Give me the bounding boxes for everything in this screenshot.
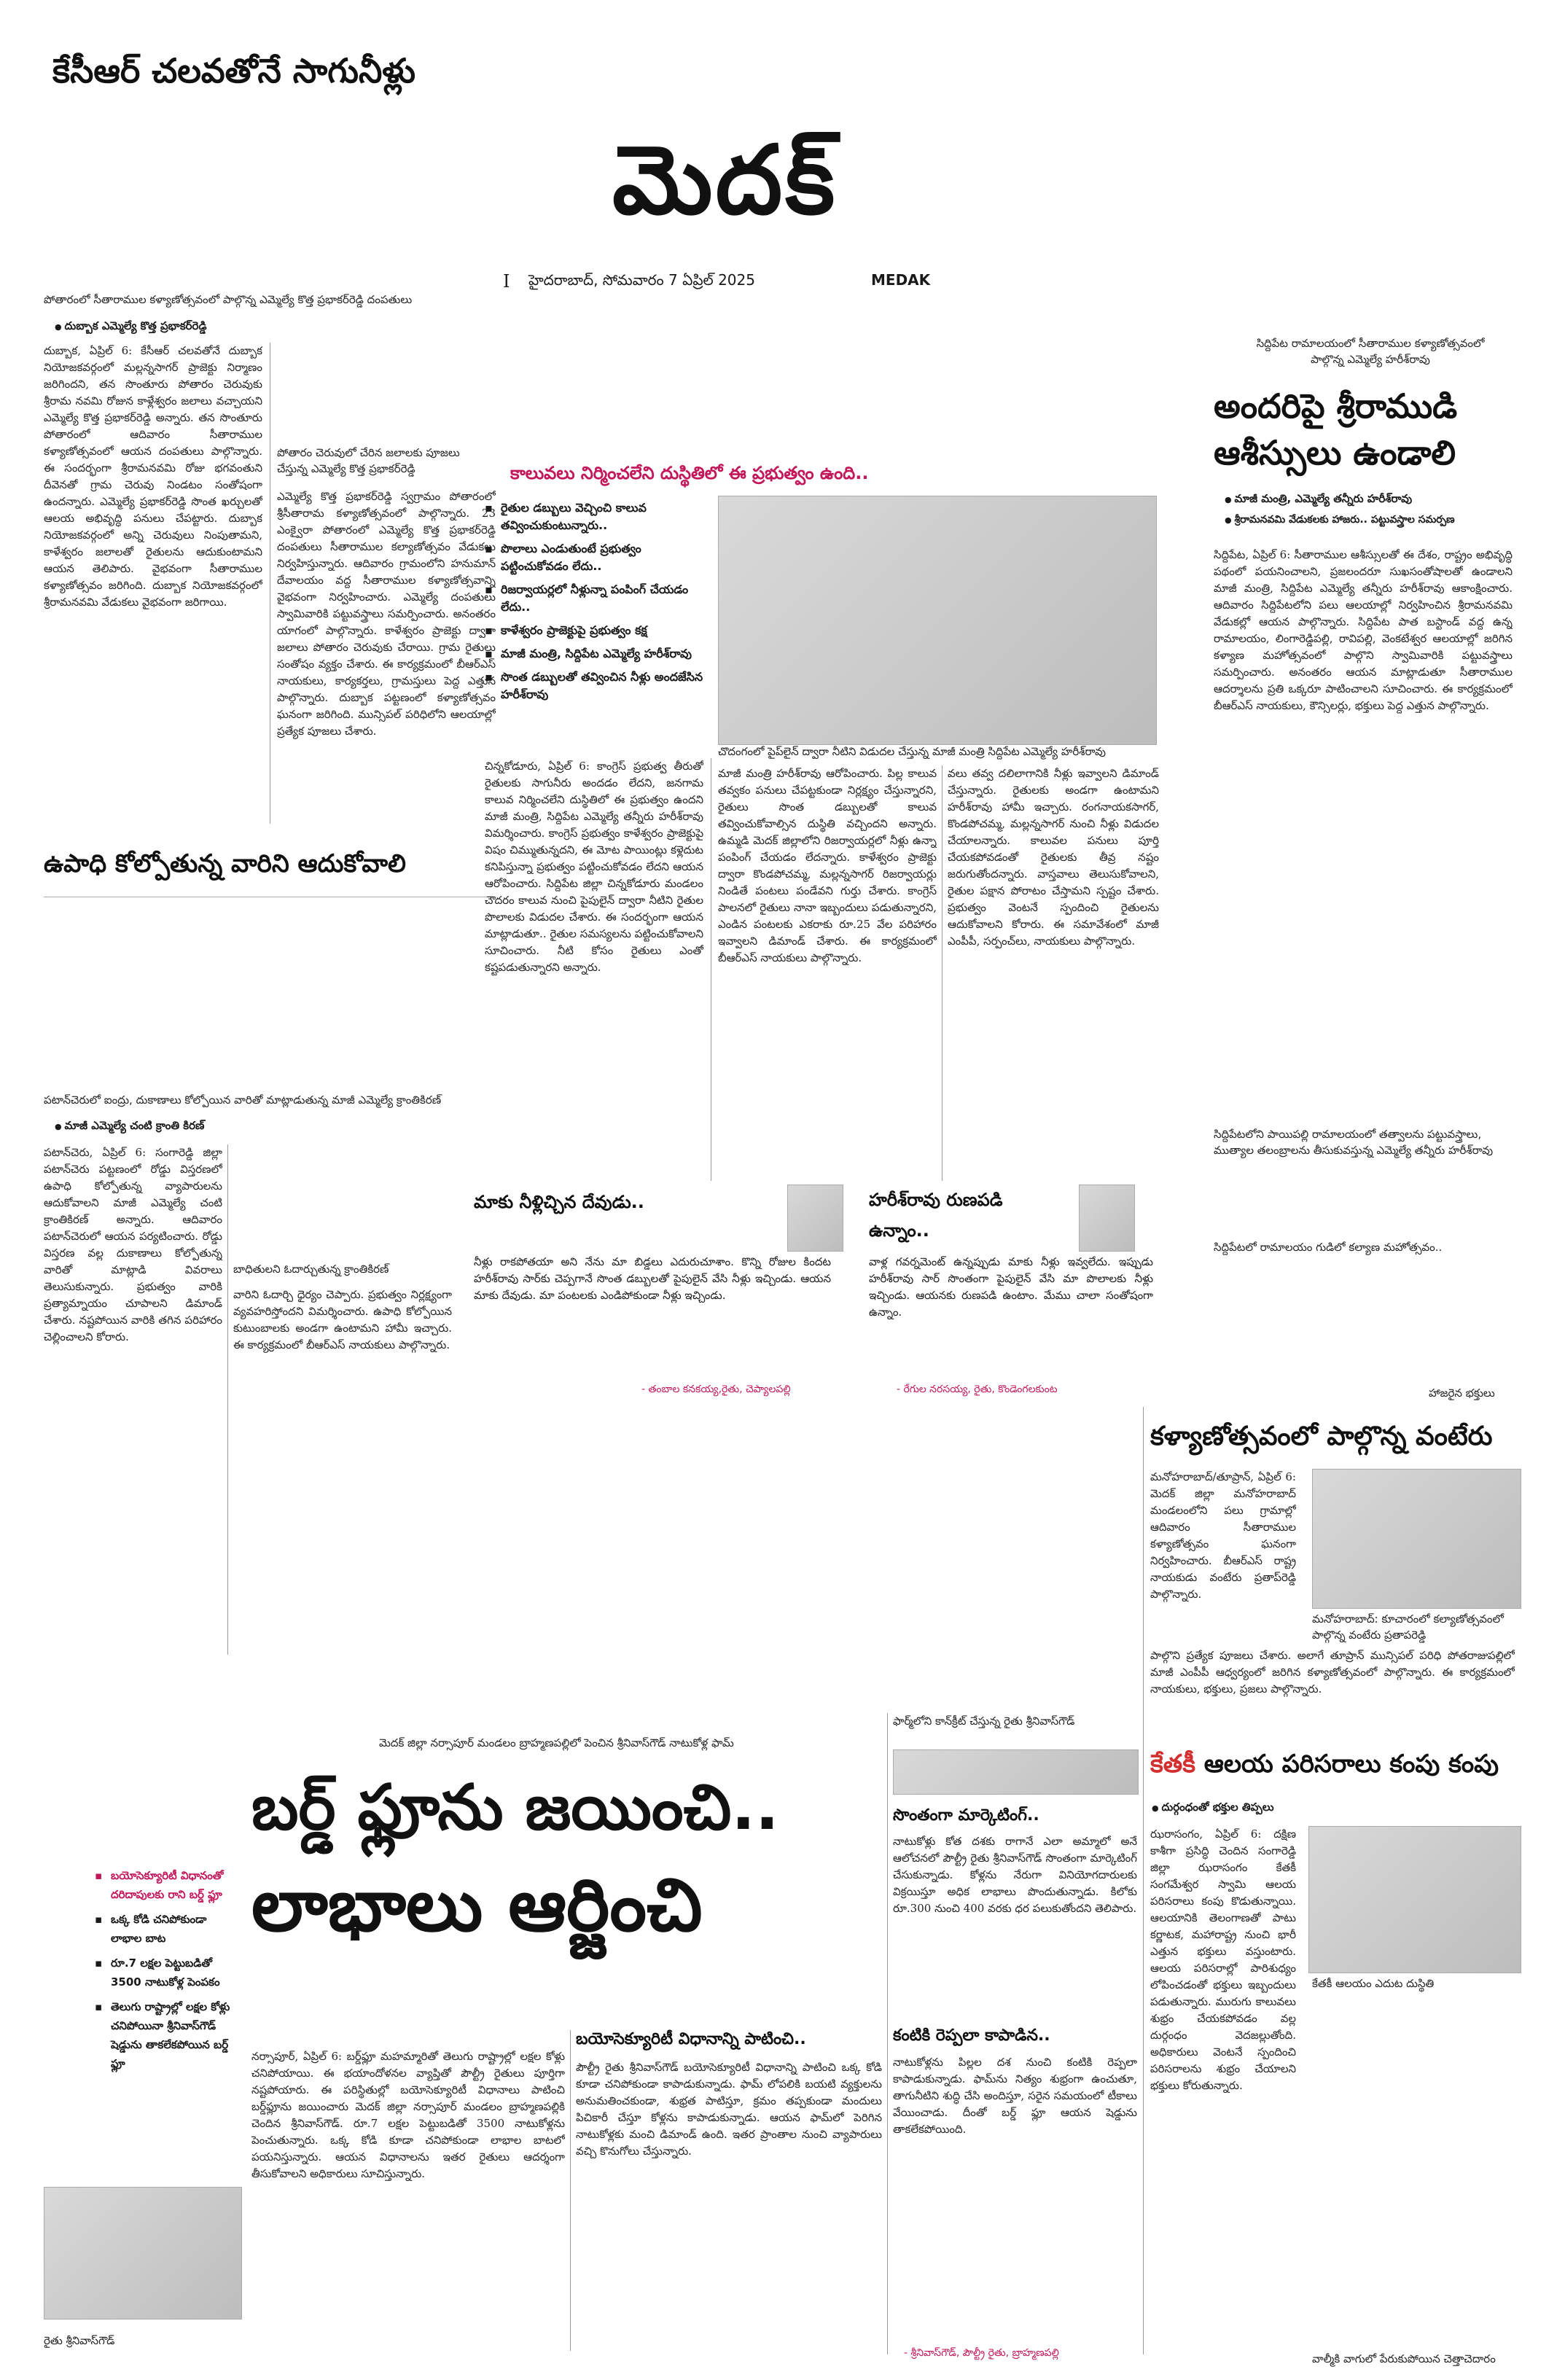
upadhi-caption: పటాన్‌చెరులో ఐంద్రు, దుకాణాలు కోల్పోయిన వారితో మాట్లాడుతున్న మాజీ ఎమ్మెల్యే క్రాంతికిరణ్ <box>44 1093 442 1107</box>
story1-byline: ● దుబ్బాక ఎమ్మెల్యే కొత్త ప్రభాకర్‌రెడ్డి <box>55 319 207 335</box>
bird-sub-title: బయోసెక్యూరిటీ విధానాన్ని పాటించి.. <box>576 2030 806 2048</box>
ketaki-caption: కేతకీ ఆలయం ఎదుట దుస్థితి <box>1312 1977 1435 1990</box>
bird-bullet: ▪ బయోసెక్యూరిటీ విధానంతో దరిదాపులకు రాని బర్డ్ ఫ్లూ <box>95 1866 241 1904</box>
bird-bullet: ▪ ఒక్క కోడి చనిపోకుండా లాభాల బాట <box>95 1910 241 1948</box>
quote2-photo <box>1079 1185 1135 1252</box>
center-col2: మాజీ మంత్రి హరీశ్‌రావు ఆరోపించారు. పిల్ల కాలువ తవ్వకం పనులు చేపట్టకుండా నిర్లక్ష్యం చేస్తున్నారని, రైతులు సొంత డబ్బులతో కాలువ తవ్వించుకోవాల్సిన దుస్థితి వచ్చిందని అన్నారు. ఉమ్మడి మెదక్ జిల్లాలోని రిజర్వాయర్లలో నీళ్లు ఉన్నా పంపింగ్ చేయడం లేదన్నారు. కాళేశ్వరం ప్రాజెక్టు ద్వారా కొండపోచమ్మ, మల్లన్నసాగర్ రిజర్వాయర్లు నిండితే పంటలు పండేవని గుర్తు చేశారు. కాంగ్రెస్ పాలనలో రైతులు నానా ఇబ్బందులు పడుతున్నారని, ఎండిన పంటలకు ఎకరాకు రూ.25 వేల పరిహారం ఇవ్వాలని డిమాండ్ చేశారు. ఈ కార్యక్రమంలో బీఆర్‌ఎస్ నాయకులు పాల్గొన్నారు. <box>718 767 937 964</box>
right-caption3: సిద్దిపేటలో రామాలయం గుడిలో కల్యాణ మహోత్సవం.. <box>1214 1241 1443 1254</box>
ketaki-byline: ● దుర్గంధంతో భక్తుల తిప్పలు <box>1152 1800 1274 1817</box>
bird-kicker: మెదక్ జిల్లా నర్సాపూర్ మండలం బ్రాహ్మణపల్లిలో పెంచిన శ్రీనివాస్‌గౌడ్ నాటుకోళ్ల ఫామ్ <box>379 1736 734 1749</box>
center-photo <box>718 496 1157 745</box>
right-headline: అందరిపై శ్రీరాముడి ఆశీస్సులు ఉండాలి <box>1214 386 1458 472</box>
ketaki-headline-prefix: కేతకీ <box>1150 1749 1195 1779</box>
bird-col1: నర్సాపూర్, ఏప్రిల్ 6: బర్డ్‌ఫ్లూ మహమ్మారితో తెలుగు రాష్ట్రాల్లో లక్షల కోళ్లు చనిపోయాయి. ఈ భయాందోళనల వ్యాప్తితో పౌల్ట్రీ రైతులు పూర్తిగా నష్టపోయారు. ఈ పరిస్థితుల్లో బయోసెక్యూరిటీ విధానాలు పాటించి బర్డ్‌ఫ్లూను జయించారు మెదక్ జిల్లా నర్సాపూర్ మండలం బ్రాహ్మణపల్లికి చెందిన శ్రీనివాస్‌గౌడ్. రూ.7 లక్షల పెట్టుబడితో 3500 నాటుకోళ్లను పెంచుతున్నారు. ఒక్క కోడి కూడా చనిపోకుండా లాభాల బాటలో పయనిస్తున్నారు. ఆయన విధానాలను ఇతర రైతులు ఆదర్శంగా తీసుకోవాలని అధికారులు సూచిస్తున్నారు. <box>251 2050 565 2180</box>
kalyanam-col1: మనోహరాబాద్/తూప్రాన్, ఏప్రిల్ 6: మెదక్ జిల్లా మనోహరాబాద్ మండలంలోని పలు గ్రామాల్లో ఆదివారం సీతారాముల కళ్యాణోత్సవం ఘనంగా నిర్వహించారు. బీఆర్‌ఎస్ రాష్ట్ర నాయకుడు వంటేరు ప్రతాప్‌రెడ్డి పాల్గొన్నారు. <box>1150 1470 1296 1601</box>
upadhi-sub-caption: బాధితులని ఓదార్చుతున్న క్రాంతికిరణ్ <box>233 1263 389 1276</box>
bird-sub-title-2: సొంతంగా మార్కెటింగ్.. <box>893 1806 1039 1825</box>
bird-headline-1: బర్డ్ ఫ్లూను జయించి.. <box>251 1771 779 1844</box>
quote1-title: మాకు నీళ్లిచ్చిన దేవుడు.. <box>474 1192 644 1212</box>
center-kicker: కాలువలు నిర్మించలేని దుస్థితిలో ఈ ప్రభుత్వం ఉంది.. <box>510 463 869 483</box>
quote1-credit: - తంబాల కనకయ్య,రైతు, చెప్యాలపల్లి <box>641 1384 791 1395</box>
bird-col4: నాటుకోళ్లను పిల్లల దశ నుంచి కంటికి రెప్పలా కాపాడుకున్నాడు. ఫామ్‌ను నిత్యం శుభ్రంగా ఉంచుతూ, తాగునీటిని శుద్ధి చేసి అందిస్తూ, సరైన సమయంలో టీకాలు వేయించాడు. దీంతో బర్డ్ ఫ్లూ ఆయన షెడ్డును తాకలేకపోయింది. <box>893 2056 1137 2136</box>
ketaki-photo <box>1308 1826 1521 1973</box>
quote1-photo <box>787 1185 843 1252</box>
bird-photo-farmer <box>44 2187 242 2319</box>
upadhi-headline: ఉపాధి కోల్పోతున్న వారిని ఆదుకోవాలి <box>44 849 406 878</box>
upadhi-col2: వారిని ఓదార్చి ధైర్యం చెప్పారు. ప్రభుత్వం నిర్లక్ష్యంగా వ్యవహరిస్తోందని విమర్శించారు. ఉపాధి కోల్పోయిన కుటుంబాలకు అండగా ఉంటామని హామీ ఇచ్చారు. ఈ కార్యక్రమంలో బీఆర్‌ఎస్ నాయకులు పాల్గొన్నారు. <box>233 1288 452 1351</box>
ketaki-footer-caption: వాల్మీకి వాగులో పేరుకుపోయిన చెత్తాచెదారం <box>1312 2352 1496 2365</box>
quote2-title: హరీశ్‌రావు రుణపడి ఉన్నాం.. <box>869 1190 1003 1241</box>
right-caption2: సిద్దిపేటలోని పాయిపల్లి రామాలయంలో తత్వాలను పట్టువస్త్రాలు, ముత్యాల తలంబ్రాలను తీసుకువస్తున్న ఎమ్మెల్యే తన్నీరు హరీశ్‌రావు <box>1214 1128 1494 1157</box>
bird-bullet: ▪ తెలుగు రాష్ట్రాల్లో లక్షల కోళ్లు చనిపోయినా శ్రీనివాస్‌గౌడ్ షెడ్డును తాకలేకపోయిన బర్డ్ ఫ్లూ <box>95 1997 241 2073</box>
bird-photo-farm <box>893 1749 1139 1795</box>
center-col1: చిన్నకోడూరు, ఏప్రిల్ 6: కాంగ్రెస్ ప్రభుత్వ తీరుతో రైతులకు సాగునీరు అందడం లేదని, జనగామ కాలువ నిర్మించలేని దుస్థితిలో ఈ ప్రభుత్వం ఉందని మాజీ మంత్రి, సిద్దిపేట ఎమ్మెల్యే తన్నీరు హరీశ్‌రావు విమర్శించారు. కాంగ్రెస్ ప్రభుత్వం కాళేశ్వరం ప్రాజెక్టుపై విషం చిమ్ముతున్నదని, ఈ మోట పాయింట్లు కళ్లెదుట కనిపిస్తున్నా ప్రభుత్వం పట్టించుకోవడం లేదని ఆయన ఆరోపించారు. సిద్దిపేట జిల్లా చిన్నకోడూరు మండలం చౌదరం కాలువ నుంచి పైపులైన్ ద్వారా నీటిని రైతుల పొలాలకు విడుదల చేశారు. ఈ సందర్భంగా ఆయన మాట్లాడుతూ.. రైతుల సమస్యలను పట్టించుకోవాలని సూచించారు. నీటి కోసం రైతులు ఎంతో కష్టపడుతున్నారని అన్నారు. <box>485 760 703 974</box>
right-byline-1: ● మాజీ మంత్రి, ఎమ్మెల్యే తన్నీరు హరీశ్‌రావు <box>1225 492 1412 508</box>
right-photo-caption: సిద్దిపేట రామాలయంలో సీతారాముల కళ్యాణోత్సవంలో పాల్గొన్న ఎమ్మెల్యే హరీశ్‌రావు <box>1256 337 1485 366</box>
upadhi-byline: ● మాజీ ఎమ్మెల్యే చంటి క్రాంతి కిరణ్ <box>55 1119 204 1135</box>
kalyanam-photo <box>1312 1469 1521 1609</box>
edition-label: MEDAK <box>871 271 931 289</box>
bird-photo-caption: రైతు శ్రీనివాస్‌గౌడ్ <box>44 2334 115 2347</box>
ketaki-headline-rest: ఆలయ పరిసరాలు కంపు కంపు <box>1195 1749 1499 1779</box>
bird-col3: నాటుకోళ్లు కోత దశకు రాగానే ఎలా అమ్మాలో అనే ఆలోచనలో పౌల్ట్రీ రైతు శ్రీనివాస్‌గౌడ్ సొంతంగా మార్కెటింగ్ చేసుకున్నాడు. కోళ్లను నేరుగా వినియోగదారులకు విక్రయిస్తూ అధిక లాభాలు పొందుతున్నాడు. కిలోకు రూ.300 నుంచి 400 వరకు ధర పలుకుతోందని తెలిపారు. <box>893 1835 1137 1915</box>
bird-side-bullets <box>95 1866 241 2079</box>
right-caption4: హాజరైన భక్తులు <box>1429 1386 1495 1400</box>
right-byline-2: ● శ్రీరామనవమి వేడుకలకు హాజరు.. పట్టువస్త్రాల సమర్పణ <box>1225 514 1455 528</box>
center-bullet: ▪ రిజర్వాయర్లలో నీళ్లున్నా పంపింగ్ చేయడం లేదు.. <box>485 581 703 616</box>
kalyanam-col2: పాల్గొని ప్రత్యేక పూజలు చేశారు. అలాగే తూప్రాన్ మున్సిపల్ పరిధి పోతరాజుపల్లిలో మాజీ ఎంపీపీ ఆధ్వర్యంలో జరిగిన కళ్యాణోత్సవంలో పాల్గొన్నారు. ఈ కార్యక్రమంలో నాయకులు, భక్తులు, ప్రజలు పాల్గొన్నారు. <box>1150 1649 1515 1696</box>
bird-photo-caption-2: ఫార్మ్‌లోని కాన్‌క్రీట్ చేస్తున్న రైతు శ్రీనివాస్‌గౌడ్ <box>893 1714 1075 1728</box>
kalyanam-sub-caption: మనోహరాబాద్: కూచారంలో కల్యాణోత్సవంలో పాల్గొన్న వంటేరు ప్రతాపరెడ్డి <box>1312 1612 1504 1642</box>
story1-photo-caption: పోతారంలో సీతారాముల కళ్యాణోత్సవంలో పాల్గొన్న ఎమ్మెల్యే కొత్త ప్రభాకర్‌రెడ్డి దంపతులు <box>44 293 413 306</box>
bird-bullet: ▪ రూ.7 లక్షల పెట్టుబడితో 3500 నాటుకోళ్ల పెంపకం <box>95 1954 241 1991</box>
center-bullet: ▪ కాళేశ్వరం ప్రాజెక్టుపై ప్రభుత్వం కక్ష <box>485 622 703 639</box>
bird-col2: పౌల్ట్రీ రైతు శ్రీనివాస్‌గౌడ్ బయోసెక్యూరిటీ విధానాన్ని పాటించి ఒక్క కోడి కూడా చనిపోకుండా కాపాడుకున్నాడు. ఫామ్ లోపలికి బయటి వ్యక్తులను అనుమతించకుండా, శుభ్రత పాటిస్తూ, క్రమం తప్పకుండా మందులు పిచికారీ చేస్తూ కోళ్లను కాపాడుకున్నాడు. ఆయన ఫామ్‌లో పెరిగిన నాటుకోళ్లకు మంచి డిమాండ్ ఉంది. ఇతర ప్రాంతాల నుంచి వ్యాపారులు వచ్చి కొనుగోలు చేస్తున్నారు. <box>576 2061 882 2158</box>
story1-col1: దుబ్బాక, ఏప్రిల్ 6: కేసీఆర్ చలవతోనే దుబ్బాక నియోజకవర్గంలో మల్లన్నసాగర్ ప్రాజెక్టు నిర్మాణం జరిగిందని, తన సొంతూరు పోతారం చెరువుకు శ్రీరామ నవమి రోజున కాళ్లేశ్వరం జలాలు వచ్చాయని ఎమ్మెల్యే కొత్త ప్రభాకర్‌రెడ్డి అన్నారు. తన సొంతూరు పోతారంలో ఆదివారం సీతారాముల కళ్యాణోత్సవంలో ఆయన దంపతులు పాల్గొన్నారు. ఈ సందర్భంగా శ్రీరామనవమి రోజు భగవంతుని దీవెనతో గ్రామ చెరువు నిండటం సంతోషంగా ఉందన్నారు. ఎమ్మెల్యే ప్రభాకర్‌రెడ్డి సొంత ఖర్చులతో ఆలయ అభివృద్ధి పనులు చేపట్టారు. దుబ్బాక నియోజకవర్గంలో అన్ని చెరువులు నింపుతామని, కాళేశ్వరం జలాలతో రైతులను ఆదుకుంటామని ఆయన తెలిపారు. వైభవంగా సీతారాముల కళ్యాణోత్సవం జరిగింది. దుబ్బాక నియోజకవర్గంలో శ్రీరామనవమి వేడుకలు వైభవంగా జరిగాయి. <box>44 344 262 609</box>
kalyanam-headline: కళ్యాణోత్సవంలో పాల్గొన్న వంటేరు <box>1150 1421 1493 1451</box>
center-bullet: ▪ రైతుల డబ్బులు వెచ్చించి కాలువ తవ్వించుకుంటున్నారు.. <box>485 499 703 534</box>
center-bullet: ▪ మాజీ మంత్రి, సిద్దిపేట ఎమ్మెల్యే హరీశ్‌రావు <box>485 645 703 663</box>
center-bullet: ▪ సొంత డబ్బులతో తవ్వించిన నీళ్లు అందజేసిన హరీశ్‌రావు <box>485 668 703 703</box>
top-banner: కేసీఆర్ చలవతోనే సాగునీళ్లు <box>52 51 416 90</box>
center-bullet: ▪ పొలాలు ఎండుతుంటే ప్రభుత్వం పట్టించుకోవడం లేదు.. <box>485 540 703 575</box>
story1-col2: ఎమ్మెల్యే కొత్త ప్రభాకర్‌రెడ్డి స్వగ్రామం పోతారంలో శ్రీసీతారామ కళ్యాణోత్సవంలో పాల్గొన్నారు. 23 ఎంక్వైరా పోతారంలో ఎమ్మెల్యే కొత్త ప్రభాకర్‌రెడ్డి దంపతులు సీతారాముల కల్యాణోత్సవం వేడుకలు నిర్వహిస్తున్నారు. ఆదివారం గ్రామంలోని హనుమాన్ దేవాలయం వద్ద సీతారాముల కళ్యాణోత్సవాన్ని వైభవంగా నిర్వహించారు. ఎమ్మెల్యే దంపతులు స్వామివారికి పట్టువస్త్రాలు సమర్పించారు. అనంతరం యాగంలో పాల్గొన్నారు. కాళేశ్వరం ప్రాజెక్టు ద్వారా జలాలు పోతారం చెరువుకు చేరాయి. గ్రామ రైతులు సంతోషం వ్యక్తం చేశారు. ఈ కార్యక్రమంలో బీఆర్‌ఎస్ నాయకులు, కార్యకర్తలు, గ్రామస్తులు పెద్ద ఎత్తున పాల్గొన్నారు. దుబ్బాక పట్టణంలో కళ్యాణోత్సవం ఘనంగా జరిగింది. మున్సిపల్ పరిధిలోని ఆలయాల్లో ప్రత్యేక పూజలు చేశారు. <box>277 490 496 738</box>
ketaki-body: ఝరాసంగం, ఏప్రిల్ 6: దక్షిణ కాశీగా ప్రసిద్ధి చెందిన సంగారెడ్డి జిల్లా ఝరాసంగం కేతకీ సంగమేశ్వర స్వామి ఆలయ పరిసరాలు కంపు కొడుతున్నాయి. ఆలయానికి తెలంగాణతో పాటు కర్ణాటక, మహారాష్ట్ర నుంచి భారీ ఎత్తున భక్తులు వస్తుంటారు. ఆలయ పరిసరాల్లో పారిశుధ్యం లోపించడంతో భక్తులు ఇబ్బందులు పడుతున్నారు. మురుగు కాలువలు శుభ్రం చేయకపోవడం వల్ల దుర్గంధం వెదజల్లుతోంది. అధికారులు వెంటనే స్పందించి పరిసరాలను శుభ్రం చేయాలని భక్తులు కోరుతున్నారు. <box>1150 1827 1296 2092</box>
upadhi-col1: పటాన్‌చెరు, ఏప్రిల్ 6: సంగారెడ్డి జిల్లా పటాన్‌చెరు పట్టణంలో రోడ్డు విస్తరణలో ఉపాధి కోల్పోతున్న వ్యాపారులను ఆదుకోవాలని మాజీ ఎమ్మెల్యే చంటి క్రాంతికిరణ్ అన్నారు. ఆదివారం పటాన్‌చెరులో ఆయన పర్యటించారు. రోడ్డు విస్తరణ వల్ల దుకాణాలు కోల్పోతున్న వారితో మాట్లాడి వివరాలు తెలుసుకున్నారు. ప్రభుత్వం వారికి ప్రత్యామ్నాయం చూపాలని డిమాండ్ చేశారు. నష్టపోయిన వారికి తగిన పరిహారం చెల్లించాలని కోరారు. <box>44 1146 222 1343</box>
bird-sub-title-3: కంటికి రెప్పలా కాపాడిన.. <box>893 2026 1050 2045</box>
bird-quote-credit: - శ్రీనివాస్‌గౌడ్, పౌల్ట్రీ రైతు, బ్రాహ్మణపల్లి <box>904 2347 1059 2359</box>
dateline-marker: I <box>503 271 510 292</box>
ketaki-headline <box>1150 1749 1499 1784</box>
masthead-title: మెదక్ <box>612 124 838 235</box>
center-col3: వలు తవ్వ దలిలాగానికి నీళ్లు ఇవ్వాలని డిమాండ్ చేస్తున్నారు. రైతులకు అండగా ఉంటామని హరీశ్‌రావు హామీ ఇచ్చారు. రంగనాయకసాగర్, కొండపోచమ్మ, మల్లన్నసాగర్ నుంచి నీళ్లు విడుదల చేయాలన్నారు. కాలువల పనులు పూర్తి చేయకపోవడంతో రైతులకు తీవ్ర నష్టం జరుగుతోందన్నారు. వాస్తవాలు తెలుసుకోవాలని, రైతుల పక్షాన పోరాటం చేస్తామని స్పష్టం చేశారు. ప్రభుత్వం వెంటనే స్పందించి రైతులను ఆదుకోవాలని కోరారు. ఈ సమావేశంలో మాజీ ఎంపీపీ, సర్పంచ్‌లు, నాయకులు పాల్గొన్నారు. <box>948 767 1159 948</box>
center-photo-caption: చొదంగంలో పైప్‌లైన్ ద్వారా నీటిని విడుదల చేస్తున్న మాజీ మంత్రి సిద్దిపేట ఎమ్మెల్యే హరీశ్‌రావు <box>718 745 1107 758</box>
quote1-text: నీళ్లు రాకపోతయా అని నేను మా బిడ్డలు ఎదురుచూశాం. కొన్ని రోజుల కిందట హరీశ్‌రావు సార్‌కు చెప్పగానే సొంత డబ్బులతో పైపులైన్ వేసి నీళ్లు ఇచ్చిండు. ఆయన మాకు దేవుడు. మా పంటలకు ఎండిపోకుండా నీళ్లు ఇచ్చిండు. <box>474 1255 831 1302</box>
bird-headline-2: లాభాలు ఆర్జించి <box>251 1862 703 1948</box>
story1-sub-caption: పోతారం చెరువులో చేరిన జలాలకు పూజలు చేస్తున్న ఎమ్మెల్యే కొత్త ప్రభాకర్‌రెడ్డి <box>277 446 460 475</box>
center-bullets <box>485 499 703 709</box>
dateline: హైదరాబాద్, సోమవారం 7 ఏప్రిల్ 2025 <box>528 271 755 289</box>
right-body: సిద్దిపేట, ఏప్రిల్ 6: సీతారాముల ఆశీస్సులతో ఈ దేశం, రాష్ట్రం అభివృద్ధి పథంలో పయనించాలని, ప్రజలందరూ సుఖసంతోషాలతో ఉండాలని మాజీ మంత్రి, సిద్దిపేట ఎమ్మెల్యే తన్నీరు హరీశ్‌రావు ఆకాంక్షించారు. ఆదివారం సిద్దిపేటలోని పలు ఆలయాల్లో నిర్వహించిన శ్రీరామనవమి వేడుకల్లో ఆయన పాల్గొన్నారు. సిద్దిపేట పాత బస్టాండ్ వద్ద ఉన్న రామాలయం, లింగారెడ్డిపల్లి, రావిపల్లి, వెంకటేశ్వర ఆలయాల్లో జరిగిన కళ్యాణ మహోత్సవంలో పాల్గొని స్వామివారికి పట్టువస్త్రాలు సమర్పించారు. అనంతరం ఆయన మాట్లాడుతూ సీతారాముల ఆదర్శాలను ప్రతి ఒక్కరూ పాటించాలని సూచించారు. ఈ కార్యక్రమంలో బీఆర్‌ఎస్ నాయకులు, కౌన్సిలర్లు, భక్తులు పెద్ద ఎత్తున పాల్గొన్నారు. <box>1214 548 1513 712</box>
quote2-credit: - రేగుల నరసయ్య, రైతు, కొండెంగలకుంట <box>897 1384 1058 1395</box>
quote2-text: వాళ్ల గవర్నమెంట్ ఉన్నప్పుడు మాకు నీళ్లు ఇవ్వలేదు. ఇప్పుడు హరీశ్‌రావు సార్ సొంతంగా పైపులైన్ వేసి మా పొలాలకు నీళ్లు ఇచ్చిండు. ఆయనకు రుణపడి ఉంటాం. మేము చాలా సంతోషంగా ఉన్నాం. <box>869 1255 1153 1319</box>
